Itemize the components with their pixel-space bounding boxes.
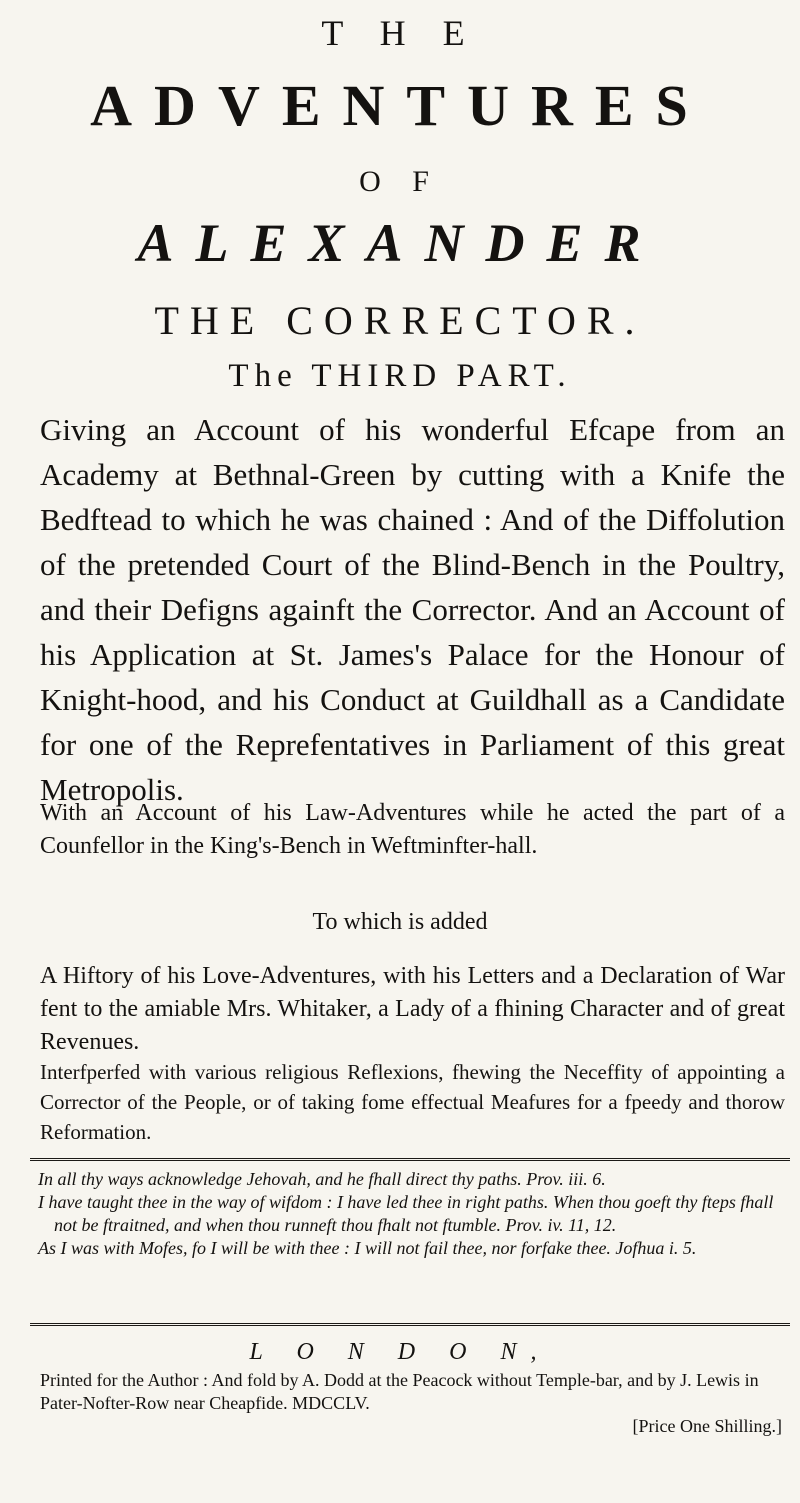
imprint-line: Printed for the Author : And fold by A. Dodd at the Peacock without Temple-bar, and by J. Lewis in Pater-Nofter-Row near Cheapfide. MDCCLV. <box>40 1370 759 1413</box>
title-of: O F <box>359 165 441 198</box>
quote-joshua-1: As I was with Mofes, fo I will be with thee : I will not fail thee, nor forfake thee. Jofhua i. 5. <box>38 1238 697 1258</box>
law-adventures-paragraph: With an Account of his Law-Adventures while he acted the part of a Counfellor in the King's-Bench in Weftminfter-hall. <box>40 800 785 859</box>
title-the: T H E <box>321 13 479 53</box>
title-alexander: ALEXANDER <box>137 213 663 273</box>
rule-top <box>30 1158 790 1164</box>
imprint <box>40 1369 786 1438</box>
place-of-publication: L O N D O N, <box>249 1339 551 1365</box>
rule-bottom <box>30 1323 790 1329</box>
quote-proverbs-4: I have taught thee in the way of wifdom : I have led thee in right paths. When thou goeft thy fteps fhall not be ftraitned, and when thou runneft thou fhalt not ftumble. Prov. iv. 11, 12. <box>38 1192 774 1235</box>
price: [Price One Shilling.] <box>632 1416 782 1436</box>
title-third-part: The THIRD PART. <box>228 358 572 394</box>
scripture-quotes <box>38 1168 786 1260</box>
quote-proverbs-3: In all thy ways acknowledge Jehovah, and he fhall direct thy paths. Prov. iii. 6. <box>38 1169 606 1189</box>
title-the-corrector: THE CORRECTOR. <box>154 298 646 343</box>
reflexions-paragraph: Interfperfed with various religious Reflexions, fhewing the Neceffity of appointing a Corrector of the People, or of taking fome effectual Meafures for a fpeedy and thorow Reformation. <box>40 1060 785 1144</box>
account-paragraph: Giving an Account of his wonderful Efcape from an Academy at Bethnal-Green by cutting with a Knife the Bedftead to which he was chained : And of the Diffolution of the pretended Court of the Blind-Bench in the Poultry, and their Defigns againft the Corrector. And an Account of his Application at St. James's Palace for the Honour of Knight-hood, and his Conduct at Guildhall as a Candidate for one of the Reprefentatives in Parliament of this great Metropolis. <box>40 412 785 807</box>
title-adventures: ADVENTURES <box>90 73 710 138</box>
to-which-is-added: To which is added <box>312 909 488 935</box>
love-adventures-paragraph: A Hiftory of his Love-Adventures, with his Letters and a Declaration of War fent to the amiable Mrs. Whitaker, a Lady of a fhining Character and of great Revenues. <box>40 963 785 1055</box>
